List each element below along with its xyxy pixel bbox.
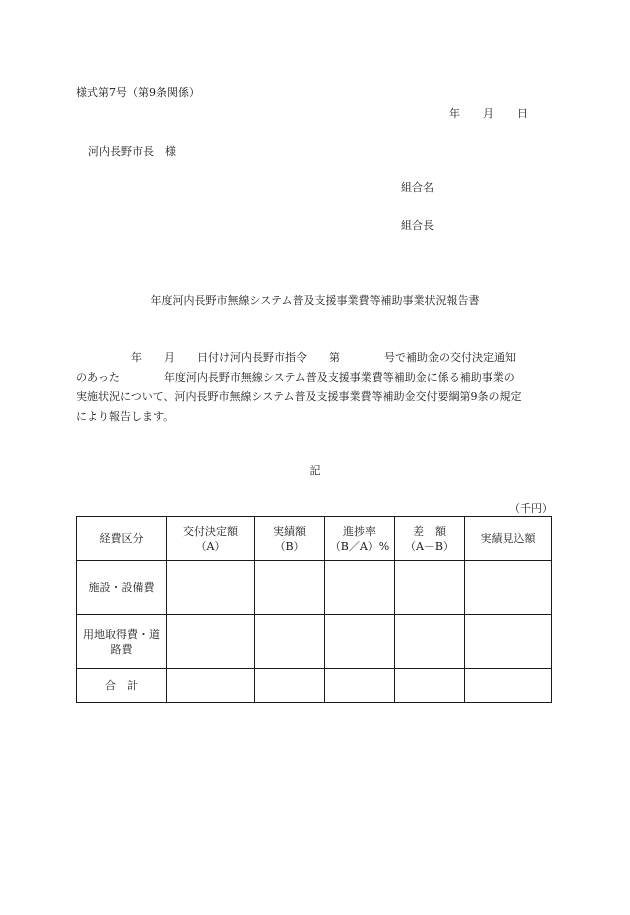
table-header-row	[77, 517, 552, 561]
table-cell[interactable]	[395, 561, 465, 615]
header-cell: 実績額 （B）	[255, 517, 325, 561]
row-label: 施設・設備費	[77, 561, 167, 615]
ki-heading: 記	[309, 464, 321, 477]
date-year: 年	[449, 107, 460, 120]
body-line: のあった 年度河内長野市無線システム普及支援事業費等補助金に係る補助事業の	[76, 370, 515, 384]
table-cell[interactable]	[255, 615, 325, 669]
table-cell[interactable]	[395, 669, 465, 703]
row-label: 用地取得費・道路費	[77, 615, 167, 669]
table-cell[interactable]	[325, 669, 395, 703]
table-cell[interactable]	[167, 615, 255, 669]
form-number: 様式第7号（第9条関係）	[76, 86, 200, 99]
header-cell: 差 額 （A－B）	[395, 517, 465, 561]
table-cell[interactable]	[395, 615, 465, 669]
header-cell: 交付決定額 （A）	[167, 517, 255, 561]
header-cell: 実績見込額	[465, 517, 552, 561]
date-day: 日	[517, 107, 528, 120]
table-cell[interactable]	[167, 561, 255, 615]
table-row-total	[77, 669, 552, 703]
unit-label: （千円）	[509, 502, 553, 515]
table-cell[interactable]	[255, 561, 325, 615]
table-cell[interactable]	[325, 561, 395, 615]
table-row	[77, 615, 552, 669]
body-line: 年 月 日付け河内長野市指令 第 号で補助金の交付決定通知	[76, 351, 516, 364]
header-cell: 進捗率 （B／A）%	[325, 517, 395, 561]
table-cell[interactable]	[465, 669, 552, 703]
expense-table	[76, 516, 552, 703]
body-line: 実施状況について、河内長野市無線システム普及支援事業費等補助金交付要綱第9条の規定	[76, 390, 522, 404]
table-cell[interactable]	[167, 669, 255, 703]
document-title: 年度河内長野市無線システム普及支援事業費等補助事業状況報告書	[150, 294, 480, 307]
date-line	[449, 105, 528, 121]
row-label: 合 計	[77, 669, 167, 703]
table-cell[interactable]	[255, 669, 325, 703]
union-name-label: 組合名	[401, 181, 434, 194]
table-cell[interactable]	[465, 615, 552, 669]
union-head-label: 組合長	[401, 219, 434, 232]
body-paragraph	[76, 348, 558, 426]
header-cell: 経費区分	[77, 517, 167, 561]
body-line: により報告します。	[76, 409, 175, 423]
date-month: 月	[483, 107, 494, 120]
addressee: 河内長野市長 様	[88, 145, 176, 158]
table-row	[77, 561, 552, 615]
table-cell[interactable]	[465, 561, 552, 615]
table-cell[interactable]	[325, 615, 395, 669]
